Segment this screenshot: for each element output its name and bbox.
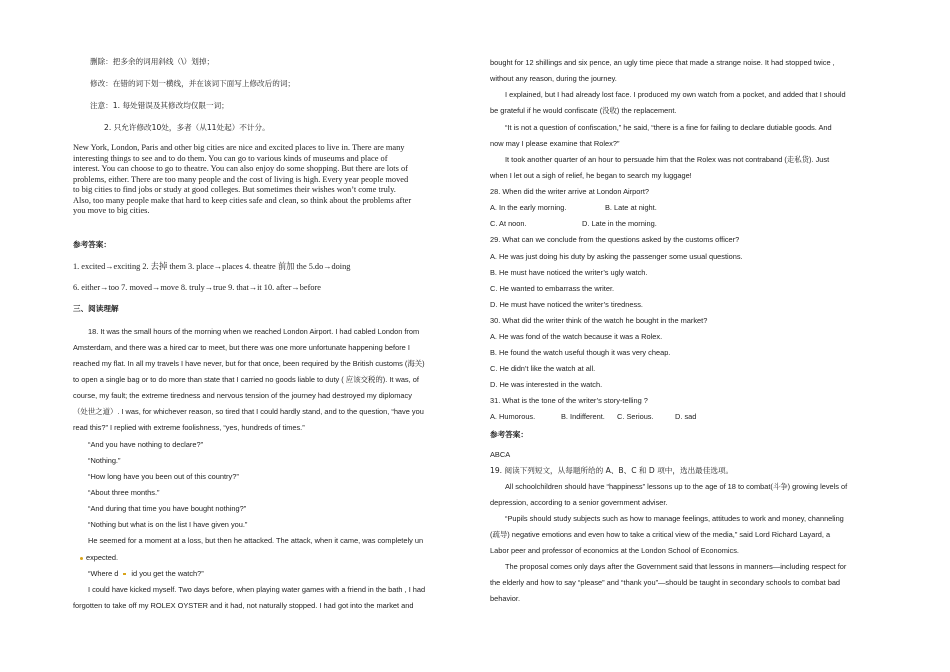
story-line: forgotten to take off my ROLEX OYSTER and it had, not naturally stopped. I had got into the market and <box>73 601 414 610</box>
story-line: He seemed for a moment at a loss, but then he attacked. The attack, when it came, was completely un <box>88 536 424 545</box>
story-line <box>88 569 204 579</box>
passage-line: behavior. <box>490 594 520 603</box>
story-line: I explained, but I had already lost face. I produced my own watch from a pocket, and added that I should <box>505 90 846 99</box>
story-line: “And you have nothing to declare?” <box>88 440 204 449</box>
passage-line: to big cities to find jobs or study at good colleges. But sometimes their wishes won’t come truly. <box>73 185 396 194</box>
answer-key: ABCA <box>490 450 511 459</box>
passage-line: interest. You can choose to go to theatre. You can also enjoy do some shopping. But there are lots of <box>73 164 408 173</box>
story-line: read this?” I replied with extreme foolishness, “yes, hundreds of times.” <box>73 423 305 432</box>
story-line: “Nothing but what is on the list I have given you.” <box>88 520 248 529</box>
answer-heading: 参考答案： <box>73 240 111 249</box>
option: A. In the early morning. <box>490 203 567 212</box>
story-line <box>77 553 118 563</box>
passage-line: All schoolchildren should have “happiness” lessons up to the age of 18 to combat(斗争) growing levels of <box>505 482 848 491</box>
option: A. He was fond of the watch because it was a Rolex. <box>490 332 663 341</box>
passage-line: New York, London, Paris and other big cities are nice and excited places to live in. There are many <box>73 143 405 152</box>
question-30: 30. What did the writer think of the watch he bought in the market? <box>490 316 708 325</box>
section-heading: 三、阅读理解 <box>73 304 119 313</box>
story-line: bought for 12 shillings and six pence, an ugly time piece that made a strange noise. It had stopped twice , <box>490 58 835 67</box>
option: B. Indifferent. <box>561 412 605 421</box>
question-29: 29. What can we conclude from the questions asked by the customs officer? <box>490 235 740 244</box>
passage-line: you move to big cities. <box>73 206 150 215</box>
instruction-modify: 修改：在错的词下划一横线，并在该词下面写上修改后的词； <box>90 79 296 88</box>
ink-mark-icon <box>123 573 126 575</box>
option: A. Humorous. <box>490 412 536 421</box>
option: C. At noon. <box>490 219 527 228</box>
story-text: id you get the watch?” <box>131 569 204 578</box>
instruction-delete: 删除：把多余的词用斜线（\）划掉； <box>90 57 215 66</box>
error-passage <box>73 143 465 217</box>
story-line: “And during that time you have bought nothing?” <box>88 504 247 513</box>
story-line: when I let out a sigh of relief, he began to search my luggage! <box>490 171 692 180</box>
option: C. He wanted to embarrass the writer. <box>490 284 615 293</box>
story-line: 18. It was the small hours of the morning when we reached London Airport. I had cabled London from <box>88 327 420 336</box>
passage-line: (疏导) negative emotions and even how to take a critical view of the media,” said Lord Richard Layard, a <box>490 530 831 539</box>
passage-line: Also, too many people make that hard to keep cities safe and clean, so think about the problems after <box>73 195 412 205</box>
story-line: be grateful if he would confiscate (没收) the replacement. <box>490 106 677 115</box>
story-line: “Nothing.” <box>88 456 121 465</box>
passage-line: the elderly and how to say “please” and “thank you”—should be taught in secondary schools to combat bad <box>490 578 841 587</box>
option: D. Late in the morning. <box>582 219 657 228</box>
story-line: （处世之道）. I was, for whichever reason, so tired that I could hardly stand, and to the question, “have you <box>73 407 424 416</box>
story-line: It took another quarter of an hour to persuade him that the Rolex was not contraband (走私货). Just <box>505 155 830 164</box>
question-31: 31. What is the tone of the writer’s story-telling ? <box>490 396 648 405</box>
instruction-note1: 注意：1. 每处错误及其修改均仅限一词； <box>90 101 229 110</box>
story-text: expected. <box>86 553 119 562</box>
option: C. He didn’t like the watch at all. <box>490 364 596 373</box>
option: A. He was just doing his duty by asking the passenger some usual questions. <box>490 252 743 261</box>
story-line: now may I please examine that Rolex?” <box>490 139 620 148</box>
passage-line: interesting things to see and to do them. You can go to various kinds of museums and place of <box>73 153 388 163</box>
answer-heading: 参考答案： <box>490 430 528 439</box>
option: B. He must have noticed the writer’s ugly watch. <box>490 268 648 277</box>
question-28: 28. When did the writer arrive at London Airport? <box>490 187 649 196</box>
option: B. Late at night. <box>605 203 657 212</box>
passage-line: “Pupils should study subjects such as how to manage feelings, attitudes to work and money, channeling <box>505 514 844 523</box>
option: B. He found the watch useful though it was very cheap. <box>490 348 671 357</box>
answer-line: 1. excited→exciting 2. 去掉 them 3. place→places 4. theatre 前加 the 5.do→doing <box>73 262 351 271</box>
story-line: “It is not a question of confiscation,” he said, “there is a fine for failing to declare dutiable goods. And <box>505 123 832 132</box>
story-line: to open a single bag or to do more than state that I carried no goods liable to duty ( 应该交税的). It was, of <box>73 375 419 384</box>
story-line: course, my fault; the extreme tiredness and nervous tension of the journey had destroyed my diplomacy <box>73 391 412 400</box>
story-line: reached my flat. In all my travels I have never, but for that once, been required by the British customs (海关) <box>73 359 425 368</box>
passage-line: The proposal comes only days after the Government said that lessons in manners—including respect for <box>505 562 847 571</box>
story-text: “Where d <box>88 569 119 578</box>
answer-line: 6. either→too 7. moved→move 8. truly→true 9. that→it 10. after→before <box>73 283 321 292</box>
option: D. He must have noticed the writer’s tiredness. <box>490 300 643 309</box>
option: D. sad <box>675 412 697 421</box>
bullet-mark-icon <box>80 557 83 560</box>
story-line: without any reason, during the journey. <box>490 74 617 83</box>
story-line: Amsterdam, and there was a hired car to meet, but there was one more unfortunate happening before I <box>73 343 410 352</box>
story-line: “About three months.” <box>88 488 160 497</box>
option: D. He was interested in the watch. <box>490 380 603 389</box>
question-19-intro: 19. 阅读下列短文，从每题所给的 A、B、C 和 D 项中，选出最佳选项。 <box>490 466 734 475</box>
story-line: I could have kicked myself. Two days before, when playing water games with a friend in the bath , I had <box>88 585 426 594</box>
option: C. Serious. <box>617 412 654 421</box>
passage-line: depression, according to a senior government adviser. <box>490 498 668 507</box>
passage-line: problems, either. There are too many people and the cost of living is high. Every year people moved <box>73 174 409 184</box>
passage-line: Labor peer and professor of economics at the London School of Economics. <box>490 546 739 555</box>
instruction-note2: 2. 只允许修改10处，多者（从11处起）不计分。 <box>104 123 270 132</box>
story-line: “How long have you been out of this country?” <box>88 472 239 481</box>
